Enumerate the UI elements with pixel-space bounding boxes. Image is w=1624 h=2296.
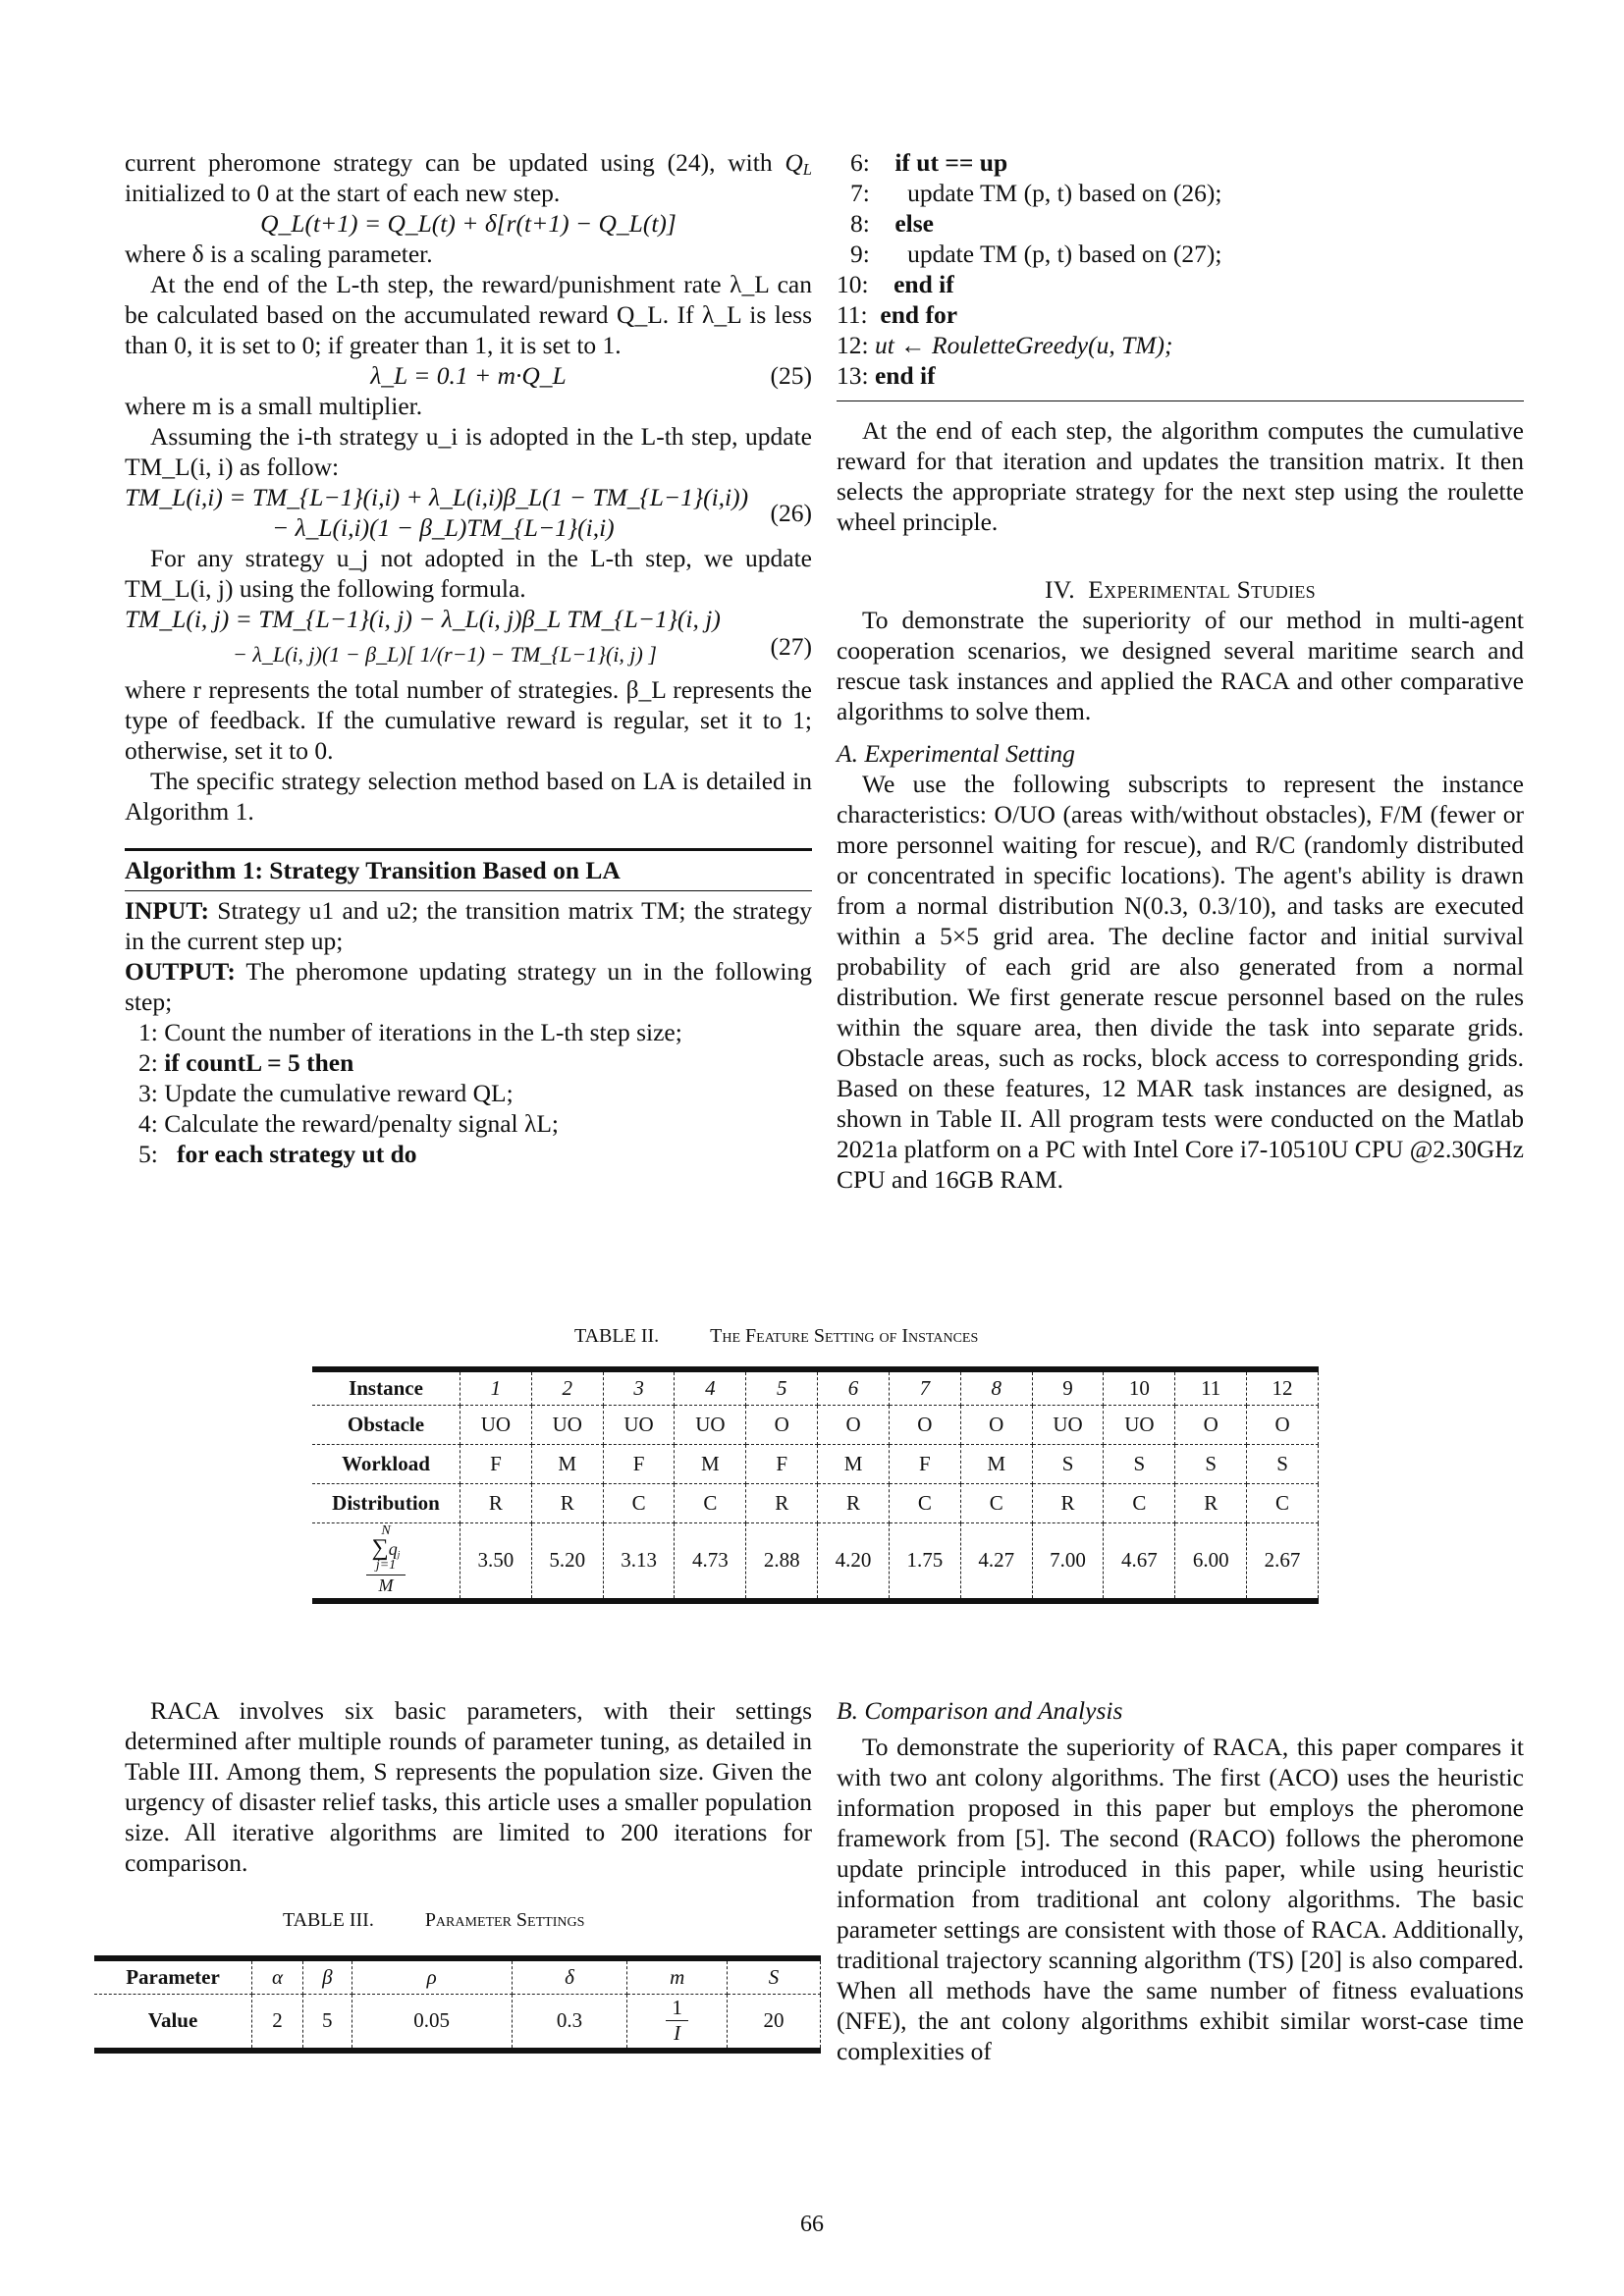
paragraph-pheromone-update: current pheromone strategy can be updated using (24), with $Q_L$ initialized to 0 at the start of each new step. <box>125 148 812 207</box>
paragraph-lambda: At the end of the L-th step, the reward/punishment rate λ_L can be calculated based on the accumulated reward Q_L. If λ_L is less than 0, it is set to 0; if greater than 1, it is set to 1. <box>125 270 812 359</box>
paragraph-algorithm-ref: The specific strategy selection method based on LA is detailed in Algorithm 1. <box>125 767 812 826</box>
equation-number: (25) <box>770 361 812 390</box>
algorithm-line-1: 1: Count the number of iterations in the L-th step size; <box>138 1018 682 1046</box>
algorithm-top-rule <box>125 848 812 851</box>
algorithm-title: Algorithm 1: Strategy Transition Based on LA <box>125 856 621 884</box>
table2-caption: TABLE II. The Feature Setting of Instances <box>574 1325 979 1347</box>
algorithm-line-12: 12: ut ← RouletteGreedy(u, TM); <box>837 331 1173 359</box>
algorithm-line-9: 9: update TM (p, t) based on (27); <box>850 240 1222 268</box>
table3-parameter-settings <box>94 1955 821 2054</box>
algorithm-line-10: 10: end if <box>837 270 954 298</box>
paragraph-delta: where δ is a scaling parameter. <box>125 240 433 268</box>
right-column <box>837 147 1524 1195</box>
algorithm-line-11: 11: end for <box>837 300 958 329</box>
algorithm-output: OUTPUT: The pheromone updating strategy un in the following step; <box>125 957 812 1016</box>
algorithm-header-rule <box>125 890 812 891</box>
table-row: Instance 1 2 3 4 5 6 7 8 9 10 11 12 <box>312 1369 1319 1405</box>
subsection-heading-a: A. Experimental Setting <box>837 739 1075 768</box>
table-row: Value 2 5 0.05 0.3 $\frac{1}{I}$ 20 <box>94 1994 821 2051</box>
table-row: Workload F M F M F M F M S S S S <box>312 1444 1319 1483</box>
paragraph-setting: We use the following subscripts to represent the instance characteristics: O/UO (areas with/without obstacles), F/M (fewer or more personnel waiting for rescue), and R/C (randomly distributed or concentrated in specific locations). The agent's ability is drawn from a normal distribution N(0.3, 0.3/10), and tasks are executed within a 5×5 grid area. The decline factor and initial survival probability of each grid are also generated from a normal distribution. We first generate rescue personnel based on the rules within the square area, then divide the task into separate grids. Obstacle areas, such as rocks, block access to corresponding grids. Based on these features, 12 MAR task instances are designed, as shown in Table II. All program tests were conducted on the Matlab 2021a platform on a PC with Intel Core i7-10510U CPU @2.30GHz CPU and 16GB RAM. <box>837 770 1524 1194</box>
algorithm-line-6: 6: if ut == up <box>850 148 1008 177</box>
m-value-fraction <box>627 1994 728 2051</box>
table-row: Distribution R R C C R R C C R C R C <box>312 1483 1319 1522</box>
subsection-heading-b: B. Comparison and Analysis <box>837 1696 1123 1725</box>
table-row: N $\sum q_j$ j=1 M 3.50 5.20 3.13 4.73 2.88 4.20 1.75 4.27 7.00 4.67 6.00 2.67 <box>312 1522 1319 1601</box>
algorithm-line-8: 8: else <box>850 209 934 238</box>
sum-over-m-header <box>312 1522 460 1601</box>
paragraph-not-adopted: For any strategy u_j not adopted in the L-th step, we update TM_L(i, j) using the following formula. <box>125 544 812 603</box>
algorithm-line-7: 7: update TM (p, t) based on (26); <box>850 179 1222 207</box>
table-row: Obstacle UO UO UO UO O O O O UO UO O O <box>312 1405 1319 1444</box>
left-column-lower <box>125 1695 812 1878</box>
algorithm-input: INPUT: Strategy u1 and u2; the transition matrix TM; the strategy in the current step up; <box>125 896 813 955</box>
equation-q-update: Q_L(t+1) = Q_L(t) + δ[r(t+1) − Q_L(t)] <box>260 209 677 238</box>
algorithm-line-4: 4: Calculate the reward/penalty signal λL; <box>138 1109 560 1138</box>
table2-feature-settings <box>312 1366 1319 1604</box>
equation-number: (27) <box>770 632 812 661</box>
section-heading: IV. Experimental Studies <box>1045 575 1316 604</box>
page-number: 66 <box>800 2212 824 2237</box>
fraction: N $\sum q_j$ j=1 M <box>366 1524 406 1596</box>
paragraph-multiplier: where m is a small multiplier. <box>125 392 423 420</box>
paragraph-step-end: At the end of each step, the algorithm computes the cumulative reward for that iteration and updates the transition matrix. It then selects the appropriate strategy for the next step using the roulette wheel principle. <box>837 416 1524 536</box>
algorithm-line-3: 3: Update the cumulative reward QL; <box>138 1079 514 1107</box>
equation-26: TM_L(i,i) = TM_{L−1}(i,i) + λ_L(i,i)β_L(1 − TM_{L−1}(i,i)) − λ_L(i,i)(1 − β_L)TM_{L−1}(i,i) (26) <box>125 483 812 542</box>
table-row: Parameter α β ρ δ m S <box>94 1958 821 1994</box>
equation-number: (26) <box>770 499 812 527</box>
table3-caption: TABLE III. Parameter Settings <box>283 1909 585 1931</box>
paragraph-comparison: To demonstrate the superiority of RACA, this paper compares it with two ant colony algorithms. The first (ACO) uses the heuristic information proposed in this paper but employs the pheromone framework from [5]. The second (RACO) follows the pheromone update principle introduced in this paper, while using heuristic information from traditional ant colony algorithms. The basic parameter settings are consistent with those of RACA. Additionally, traditional trajectory scanning algorithm (TS) [20] is also compared. When all methods have the same number of fitness evaluations (NFE), the ant colony algorithms exhibit similar worst-case time complexities of <box>837 1733 1524 2065</box>
equation-27: TM_L(i, j) = TM_{L−1}(i, j) − λ_L(i, j)β_L TM_{L−1}(i, j) − λ_L(i, j)(1 − β_L)[ 1/(r−1) − TM_{L−1}(i, j) ] (27) <box>125 605 812 667</box>
algorithm-bottom-rule <box>837 400 1524 401</box>
equation-25: λ_L = 0.1 + m·Q_L (25) <box>370 361 812 390</box>
algorithm-line-2: 2: if countL = 5 then <box>138 1048 354 1077</box>
paragraph-intro: To demonstrate the superiority of our method in multi-agent cooperation scenarios, we designed several maritime search and rescue task instances and applied the RACA and other comparative algorithms to solve them. <box>837 606 1524 725</box>
paragraph-strategies: where r represents the total number of strategies. β_L represents the type of feedback. If the cumulative reward is regular, set it to 1; otherwise, set it to 0. <box>125 675 812 765</box>
paragraph-parameters: RACA involves six basic parameters, with their settings determined after multiple rounds of parameter tuning, as detailed in Table III. Among them, S represents the population size. Given the urgency of disaster relief tasks, this article uses a smaller population size. All iterative algorithms are limited to 200 iterations for comparison. <box>125 1696 812 1877</box>
algorithm-line-13: 13: end if <box>837 361 936 390</box>
fraction: $\frac{1}{I}$ <box>666 1996 688 2046</box>
algorithm-line-5: 5: for each strategy ut do <box>138 1140 417 1168</box>
paragraph-assuming: Assuming the i-th strategy u_i is adopted in the L-th step, update TM_L(i, i) as follow: <box>125 422 812 481</box>
left-column <box>125 147 812 1169</box>
right-column-lower <box>837 1695 1524 2066</box>
